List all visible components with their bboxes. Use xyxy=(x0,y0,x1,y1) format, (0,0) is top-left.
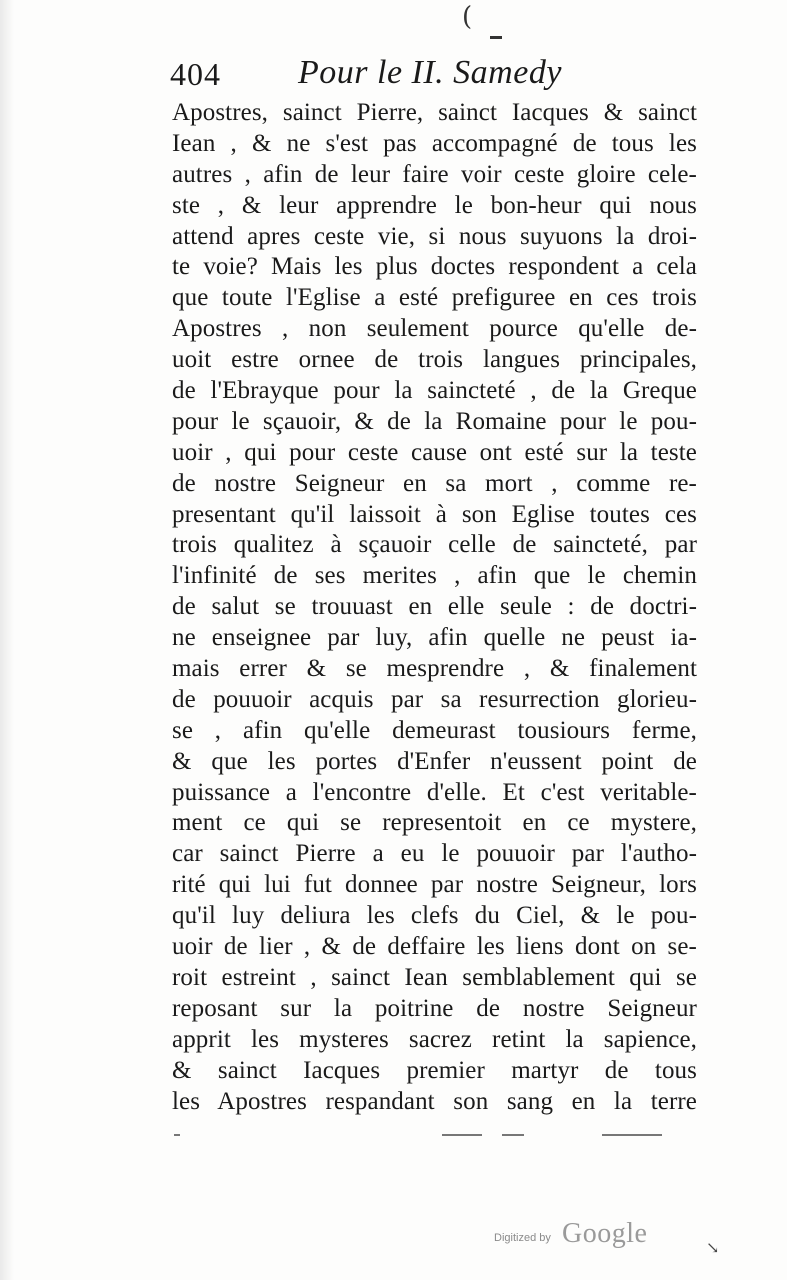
text-line: puissance a l'encontre d'elle. Et c'est veritable- xyxy=(172,778,697,806)
speck xyxy=(602,1134,662,1136)
text-line: & que les portes d'Enfer n'eussent point de xyxy=(172,747,697,775)
text-line: ste , & leur apprendre le bon-heur qui nous xyxy=(172,191,697,219)
text-line: mais errer & se mesprendre , & finalement xyxy=(172,655,697,683)
text-line: autres , afin de leur faire voir ceste gloire cele- xyxy=(172,160,697,188)
running-head xyxy=(170,52,730,96)
text-line: que toute l'Eglise a esté prefiguree en ces trois xyxy=(172,284,697,312)
text-line: uoit estre ornee de trois langues principales, xyxy=(172,346,697,374)
digitized-label: Digitized by xyxy=(494,1232,551,1244)
digitized-watermark xyxy=(494,1218,694,1252)
text-line: attend apres ceste vie, si nous suyuons la droi- xyxy=(172,222,697,250)
text-line: Apostres , non seulement pource qu'elle de- xyxy=(172,315,697,343)
page-edge-shadow xyxy=(0,0,14,1280)
scan-specks xyxy=(172,1130,712,1144)
text-line: car sainct Pierre a eu le pouuoir par l'autho- xyxy=(172,840,697,868)
top-ink-mark: ( xyxy=(462,2,473,32)
text-line: Iean , & ne s'est pas accompagné de tous les xyxy=(172,129,697,157)
text-line: roit estreint , sainct Iean semblablement qui se xyxy=(172,963,697,991)
text-line: uoir , qui pour ceste cause ont esté sur la teste xyxy=(172,438,697,466)
text-line: qu'il luy deliura les clefs du Ciel, & le pou- xyxy=(172,902,697,930)
top-ink-dash xyxy=(490,36,502,39)
running-title: Pour le II. Samedy xyxy=(298,54,562,91)
text-line: de nostre Seigneur en sa mort , comme re- xyxy=(172,469,697,497)
text-line: de salut se trouuast en elle seule : de doctri- xyxy=(172,593,697,621)
text-line: de l'Ebrayque pour la saincteté , de la Greque xyxy=(172,377,697,405)
speck xyxy=(174,1134,180,1136)
text-line: se , afin qu'elle demeurast tousiours ferme, xyxy=(172,716,697,744)
text-line: pour le sçauoir, & de la Romaine pour le pou- xyxy=(172,407,697,435)
text-line: te voie? Mais les plus doctes respondent a cela xyxy=(172,253,697,281)
text-line: ment ce qui se representoit en ce mystere, xyxy=(172,809,697,837)
corner-ink-mark: ↘ xyxy=(706,1238,720,1257)
google-logo: Google xyxy=(562,1218,648,1249)
text-line: l'infinité de ses merites , afin que le chemin xyxy=(172,562,697,590)
text-line: reposant sur la poitrine de nostre Seigneur xyxy=(172,994,697,1022)
text-line: de pouuoir acquis par sa resurrection glorieu- xyxy=(172,685,697,713)
text-line: apprit les mysteres sacrez retint la sapience, xyxy=(172,1025,697,1053)
page-number: 404 xyxy=(170,56,221,92)
speck xyxy=(442,1134,482,1136)
text-line: Apostres, sainct Pierre, sainct Iacques & sainct xyxy=(172,99,697,126)
text-line: presentant qu'il laissoit à son Eglise toutes ces xyxy=(172,500,697,528)
speck xyxy=(502,1134,524,1136)
body-text xyxy=(172,98,697,1117)
text-line: & sainct Iacques premier martyr de tous xyxy=(172,1056,697,1084)
text-line: les Apostres respandant son sang en la terre xyxy=(172,1087,697,1115)
text-line: trois qualitez à sçauoir celle de saincteté, par xyxy=(172,531,697,559)
text-line: rité qui lui fut donnee par nostre Seigneur, lors xyxy=(172,871,697,899)
text-line: uoir de lier , & de deffaire les liens dont on se- xyxy=(172,933,697,961)
text-line: ne enseignee par luy, afin quelle ne peust ia- xyxy=(172,624,697,652)
